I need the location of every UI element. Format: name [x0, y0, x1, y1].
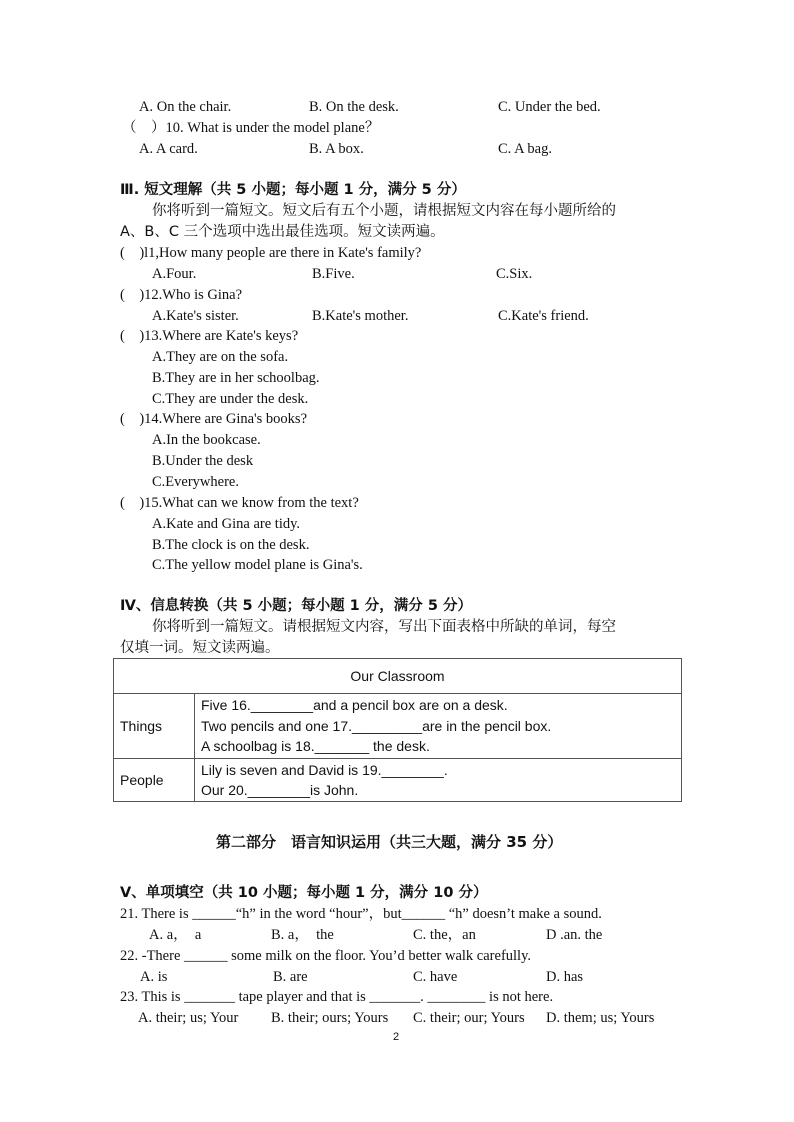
q13-option-c: C.They are under the desk. — [152, 391, 309, 407]
table-line-18: A schoolbag is 18._______ the desk. — [201, 738, 430, 755]
q11-option-c: C.Six. — [496, 266, 533, 282]
part2-title: 第二部分 语言知识运用（共三大题，满分 35 分） — [216, 833, 563, 851]
q21-option-d: D .an. the — [546, 927, 603, 943]
q11-option-b: B.Five. — [312, 266, 355, 282]
q14-option-b: B.Under the desk — [152, 453, 254, 469]
q12-option-c: C.Kate's friend. — [498, 308, 589, 324]
section4-intro-line1: 你将听到一篇短文。请根据短文内容，写出下面表格中所缺的单词，每空 — [152, 619, 616, 635]
q23-option-a: A. their; us; Your — [138, 1010, 239, 1026]
q13-option-a: A.They are on the sofa. — [152, 349, 289, 365]
q13-stem: ( )13.Where are Kate's keys? — [120, 328, 299, 344]
q22-option-b: B. are — [273, 969, 308, 985]
table-line-20: Our 20.________is John. — [201, 782, 359, 798]
row-label-people: People — [114, 759, 195, 802]
q9-option-b: B. On the desk. — [309, 99, 399, 115]
q10-stem: （ ）10. What is under the model plane？ — [122, 120, 380, 136]
q10-option-b: B. A box. — [309, 141, 364, 157]
q10-option-a: A. A card. — [139, 141, 198, 157]
section4-title: Ⅳ、信息转换（共 5 小题；每小题 1 分，满分 5 分） — [120, 598, 472, 614]
our-classroom-table — [113, 658, 682, 802]
q9-option-c: C. Under the bed. — [498, 99, 601, 115]
section3-intro-line1: 你将听到一篇短文。短文后有五个小题，请根据短文内容在每小题所给的 — [152, 203, 616, 219]
q22-option-d: D. has — [546, 969, 584, 985]
table-row — [114, 759, 682, 802]
q9-option-a: A. On the chair. — [139, 99, 232, 115]
table-line-17: Two pencils and one 17._________are in the pencil box. — [201, 717, 552, 734]
q22-stem: 22. -There ______ some milk on the floor. You’d better walk carefully. — [120, 948, 532, 964]
table-line-19: Lily is seven and David is 19.________. — [201, 761, 448, 778]
table-row — [114, 694, 682, 759]
q22-option-a: A. is — [140, 969, 168, 985]
q21-stem: 21. There is ______“h” in the word “hour”，but______ “h” doesn’t make a sound. — [120, 906, 602, 922]
q22-option-c: C. have — [413, 969, 458, 985]
q23-option-d: D. them; us; Yours — [546, 1010, 655, 1026]
q15-stem: ( )15.What can we know from the text? — [120, 495, 359, 511]
q10-option-c: C. A bag. — [498, 141, 552, 157]
q21-option-b: B. a， the — [271, 927, 334, 943]
row-label-things: Things — [114, 694, 195, 759]
q14-option-c: C.Everywhere. — [152, 474, 239, 490]
q23-option-b: B. their; ours; Yours — [271, 1010, 389, 1026]
q12-stem: ( )12.Who is Gina? — [120, 287, 243, 303]
q23-option-c: C. their; our; Yours — [413, 1010, 525, 1026]
q23-stem: 23. This is _______ tape player and that is _______. ________ is not here. — [120, 989, 554, 1005]
q13-option-b: B.They are in her schoolbag. — [152, 370, 320, 386]
q21-option-c: C. the，an — [413, 927, 476, 943]
q14-stem: ( )14.Where are Gina's books? — [120, 411, 308, 427]
q15-option-c: C.The yellow model plane is Gina's. — [152, 557, 363, 573]
q21-option-a: A. a， a — [149, 927, 202, 943]
q15-option-b: B.The clock is on the desk. — [152, 537, 310, 553]
q14-option-a: A.In the bookcase. — [152, 432, 261, 448]
section3-intro-line2: A、B、C 三个选项中选出最佳选项。短文读两遍。 — [120, 224, 445, 240]
q11-stem: ( )l1,How many people are there in Kate's family? — [120, 245, 422, 261]
q15-option-a: A.Kate and Gina are tidy. — [152, 516, 301, 532]
page-number: 2 — [393, 1031, 400, 1043]
section3-title: Ⅲ. 短文理解（共 5 小题；每小题 1 分，满分 5 分） — [120, 182, 466, 198]
q11-option-a: A.Four. — [152, 266, 197, 282]
section5-title: V、单项填空（共 10 小题；每小题 1 分，满分 10 分） — [120, 885, 488, 901]
table-line-16: Five 16.________and a pencil box are on a desk. — [201, 697, 508, 714]
q12-option-a: A.Kate's sister. — [152, 308, 239, 324]
table-caption: Our Classroom — [114, 659, 682, 694]
q12-option-b: B.Kate's mother. — [312, 308, 409, 324]
section4-intro-line2: 仅填一词。短文读两遍。 — [120, 640, 280, 656]
